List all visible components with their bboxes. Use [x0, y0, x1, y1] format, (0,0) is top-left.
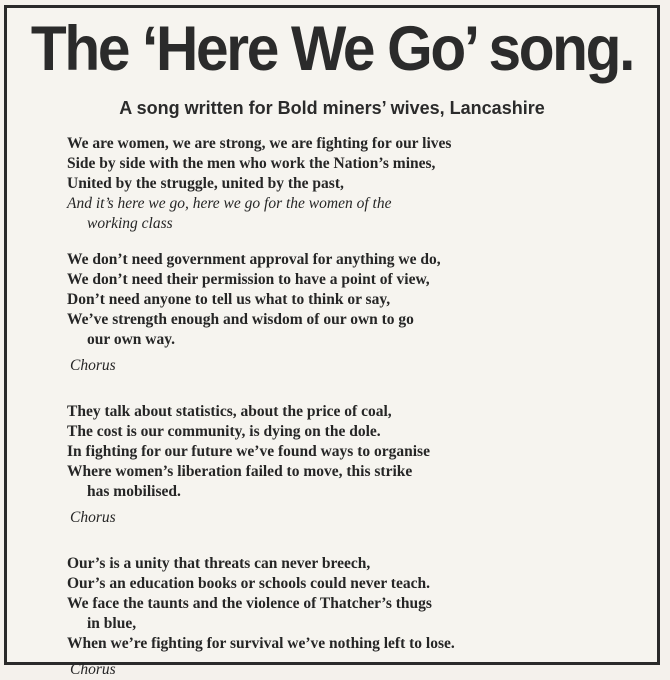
- song-verses: [67, 134, 647, 680]
- chorus-line: working class: [87, 215, 173, 232]
- stanza-line: has mobilised.: [87, 483, 181, 500]
- stanza-line: We’ve strength enough and wisdom of our own to go: [67, 311, 414, 328]
- chorus-label: Chorus: [70, 357, 116, 374]
- chorus-label: Chorus: [70, 661, 116, 678]
- chorus-line: And it’s here we go, here we go for the women of the: [67, 195, 392, 212]
- stanza-line: In fighting for our future we’ve found ways to organise: [67, 443, 430, 460]
- stanza-line: We don’t need government approval for anything we do,: [67, 251, 441, 268]
- stanza-line: When we’re fighting for survival we’ve nothing left to lose.: [67, 635, 455, 652]
- stanza-line: The cost is our community, is dying on the dole.: [67, 423, 381, 440]
- stanza-line: Don’t need anyone to tell us what to think or say,: [67, 291, 391, 308]
- stanza-line: Where women’s liberation failed to move, this strike: [67, 463, 413, 480]
- stanza-line: Side by side with the men who work the Nation’s mines,: [67, 155, 436, 172]
- stanza-line: They talk about statistics, about the price of coal,: [67, 403, 392, 420]
- song-title: The ‘Here We Go’ song.: [30, 14, 634, 84]
- stanza-line: We face the taunts and the violence of Thatcher’s thugs: [67, 595, 432, 612]
- song-subtitle: A song written for Bold miners’ wives, Lancashire: [119, 98, 545, 118]
- stanza-line: our own way.: [87, 331, 175, 348]
- stanza-2: [67, 250, 647, 376]
- stanza-4: [67, 554, 647, 680]
- stanza-1: [67, 134, 647, 234]
- stanza-line: We are women, we are strong, we are fighting for our lives: [67, 135, 452, 152]
- stanza-line: Our’s an education books or schools could never teach.: [67, 575, 430, 592]
- chorus-label: Chorus: [70, 509, 116, 526]
- stanza-line: We don’t need their permission to have a point of view,: [67, 271, 430, 288]
- stanza-line: in blue,: [87, 615, 137, 632]
- stanza-line: United by the struggle, united by the past,: [67, 175, 344, 192]
- song-sheet-frame: [4, 5, 660, 678]
- stanza-line: Our’s is a unity that threats can never breech,: [67, 555, 371, 572]
- stanza-3: [67, 402, 647, 528]
